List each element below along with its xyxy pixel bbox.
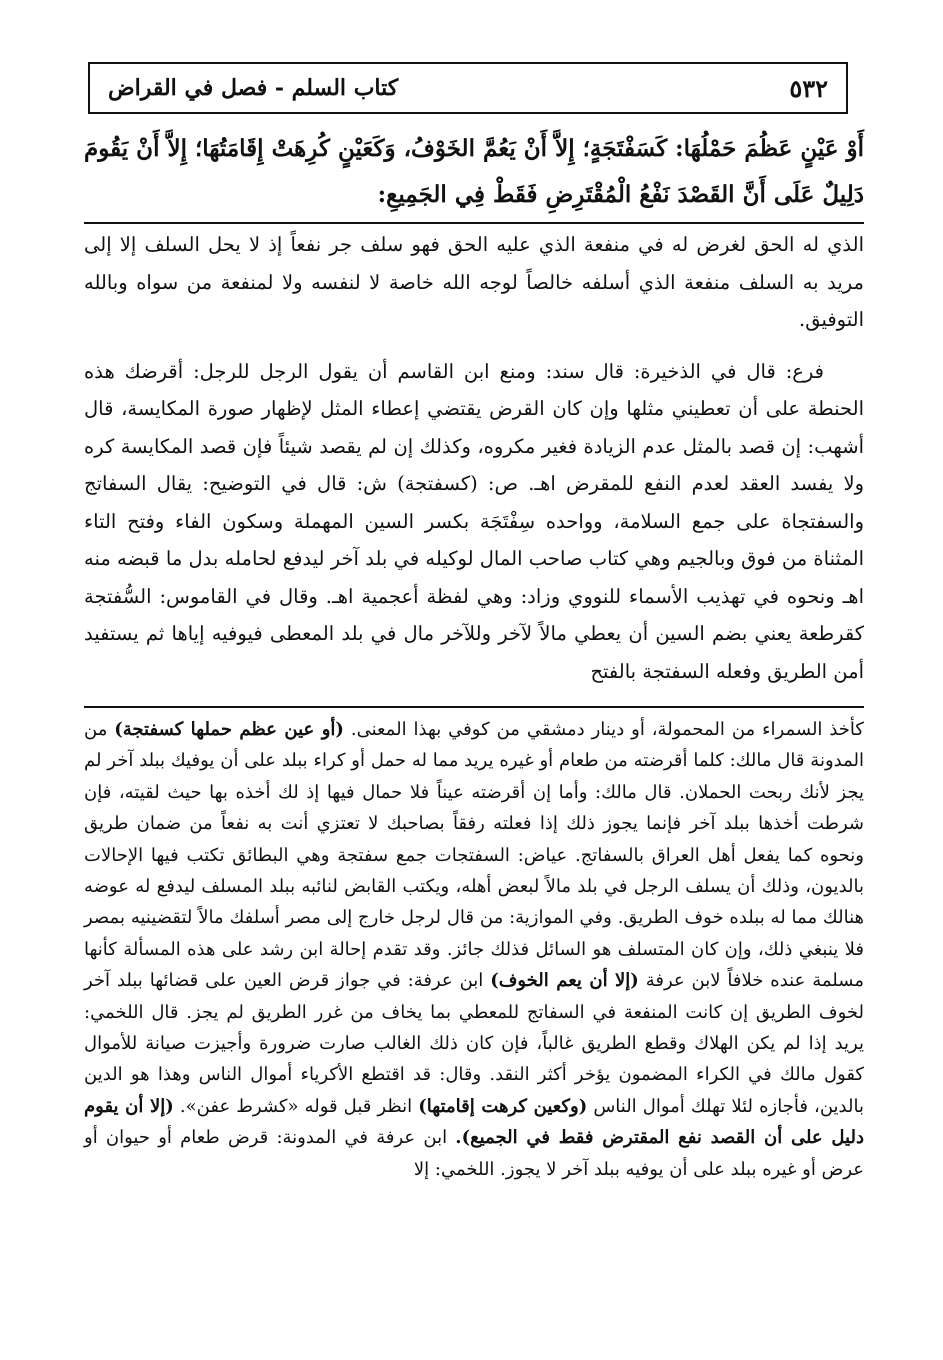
marginal-commentary-paragraph — [84, 714, 864, 1185]
main-text — [84, 126, 864, 218]
marginal-text-segment: كأخذ السمراء من المحمولة، أو دينار دمشقي من كوفي بهذا المعنى. — [350, 719, 864, 740]
commentary-section — [84, 226, 864, 690]
commentary-paragraph-2: فرع: قال في الذخيرة: قال سند: ومنع ابن القاسم أن يقول الرجل للرجل: أقرضك هذه الحنطة على أن تعطيني مثلها وإن كان القرض يقتضي إعطاء المثل لإظهار صورة المكايسة، قال أشهب: إن قصد بالمثل عدم الزيادة فغير مكروه، وكذلك إن لم يقصد شيئاً فإن قصد المكايسة كره ولا يفسد العقد لعدم النفع للمقرض اهـ. ص: (كسفتجة) ش: قال في التوضيح: يقال السفاتج والسفتجاة على جمع السلامة، وواحده سِفْتَجَة بكسر السين المهملة وسكون الفاء وفتح التاء المثناة من فوق وبالجيم وهي كتاب صاحب المال لوكيله في بلد آخر ليدفع لحامله بدل ما قبضه منه اهـ ونحوه في تهذيب الأسماء للنووي وزاد: وهي لفظة أعجمية اهـ. وقال في القاموس: السُّفتجة كقرطعة يعني بضم السين أن يعطي مالاً لآخر وللآخر مال في بلد المعطى فيوفيه إياها ثم يستفيد أمن الطريق وفعله السفتجة بالفتح — [84, 359, 864, 683]
marginal-text-segment: من المدونة قال مالك: كلما أقرضته من طعام أو غيره يريد مما له حمل أو كراء ببلد على أن يوفيك ببلد آخر لم يجز لأنك ربحت الحملان. قال مالك: وأما إن أقرضته عيناً فلا حمال فيها إذ لك أخذه بها حيث لقيته، فإن شرطت أخذها ببلد آخر فإنما يجوز ذلك إذا فعلته رفقاً بصاحبك لا تعتزي أنت به نفعاً من ضمان طريق ونحوه كما يفعل أهل العراق بالسفاتج. عياض: السفتجات جمع سفتجة وهي البطائق تكتب فيها الإحالات بالديون، وذلك أن يسلف الرجل في بلد مالاً لبعض أهله، ويكتب القابض لنائبه ببلد المسلف ليدفع له عوضه هنالك مما له ببلده خوف الطريق. وفي الموازية: من قال لرجل خارج إلى مصر أسلفك مالاً لتقضينيه بمصر فلا ينبغي ذلك، وإن كان المتسلف هو السائل فذلك جائز. وقد تقدم إحالة ابن رشد على هذه المسألة كأنها مسلمة عنده خلافاً لابن عرفة — [84, 719, 864, 992]
main-text-paragraph: أَوْ عَيْنٍ عَظُمَ حَمْلُهَا: كَسَفْتَجَةٍ؛ إِلاَّ أَنْ يَعُمَّ الخَوْفُ، وَكَعَيْنٍ كُرِهَتْ إِقَامَتُهَا؛ إِلاَّ أَنْ يَقُومَ دَلِيلٌ عَلَى أَنَّ القَصْدَ نَفْعُ الْمُقْتَرِضِ فَقَطْ فِي الجَمِيعِ: — [84, 135, 864, 208]
divider-commentary-footnote — [84, 706, 864, 708]
divider-main-commentary — [84, 222, 864, 224]
quoted-matn-segment: (أو عين عظم حملها كسفتجة) — [114, 719, 344, 740]
quoted-matn-segment: (إلا أن يقوم دليل على أن القصد نفع المقترض فقط في الجميع). — [84, 1095, 864, 1149]
marginal-text-segment: ابن عرفة في المدونة: قرض طعام أو حيوان أو عرض أو غيره ببلد على أن يوفيه ببلد آخر لا يجوز. اللخمي: إلا — [84, 1127, 864, 1180]
marginal-commentary-section — [84, 714, 864, 1185]
page-header — [88, 62, 848, 114]
running-title: كتاب السلم - فصل في القراض — [108, 75, 399, 101]
marginal-text-segment: انظر قبل قوله «كشرط عفن». — [179, 1095, 413, 1117]
commentary-paragraph-1: الذي له الحق لغرض له في منفعة الذي عليه الحق فهو سلف جر نفعاً إذ لا يحل السلف إلا إلى مريد به السلف منفعة الذي أسلفه خالصاً لوجه الله خاصة لا لنفسه ولا لمنفعة من سواه وبالله التوفيق. — [84, 233, 864, 331]
marginal-text-segment: ابن عرفة: في جواز قرض العين على قضائها ببلد آخر لخوف الطريق إن كانت المنفعة في السفاتج للمعطي بما يخاف من غرر الطريق لم يجز. قال اللخمي: يريد إذا لم يكن الهلاك وقطع الطريق غالباً، فإن كان ذلك الغالب صارت ضرورة وأجيزت صيانة للأموال كقول مالك في الكراء المضمون يؤخر أكثر النقد. وقال: قد اقتطع الأكرياء أموال الناس وهذا هو الدين بالدين، فأجازه لئلا تهلك أموال الناس — [84, 970, 864, 1117]
quoted-matn-segment: (وكعين كرهت إقامتها) — [418, 1095, 588, 1117]
quoted-matn-segment: (إلا أن يعم الخوف) — [490, 970, 639, 992]
page-number: ٥٣٢ — [789, 73, 828, 103]
